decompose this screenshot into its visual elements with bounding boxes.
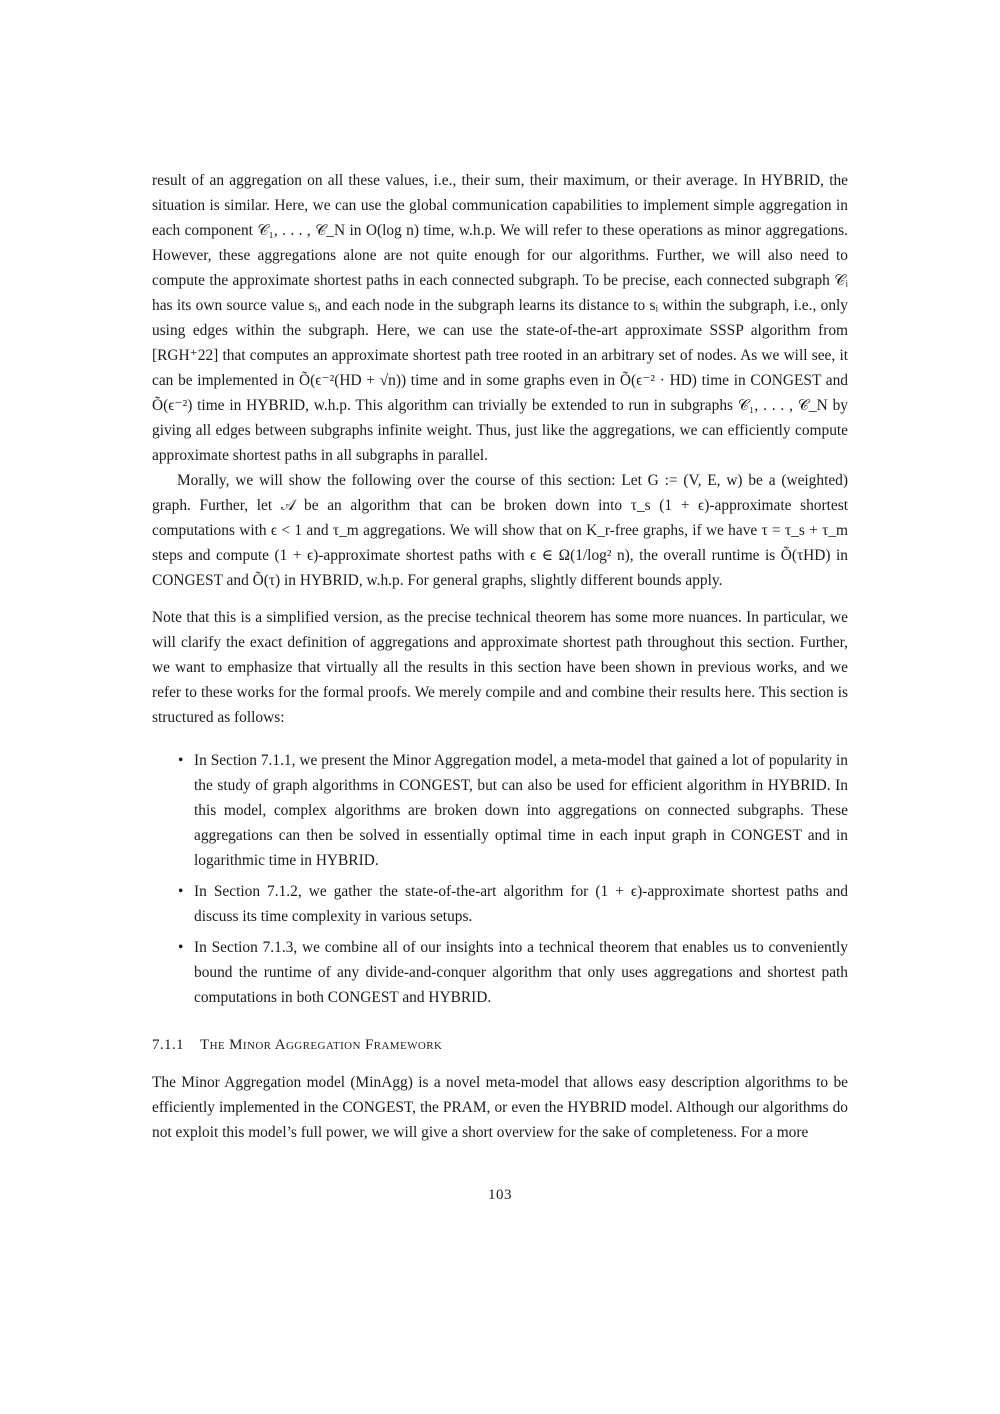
page-number: 103: [488, 1187, 512, 1203]
subsection-heading: [152, 1033, 848, 1058]
paragraph-minagg: The Minor Aggregation model (MinAgg) is a novel meta-model that allows easy description algorithms to be efficiently implemented in the CONGEST, the PRAM, or even the HYBRID model. Although our algorithms do not exploit this model’s full power, we will give a short overview for the sake of completeness. For a more: [152, 1074, 848, 1141]
list-item: • In Section 7.1.1, we present the Minor Aggregation model, a meta-model that gained a lot of popularity in the study of graph algorithms in CONGEST, but can also be used for efficient algorithm in HYBRID. In this model, complex algorithms are broken down into aggregations on connected subgraphs. These aggregations can then be solved in essentially optimal time in each input graph in CONGEST and in logarithmic time in HYBRID.: [194, 748, 848, 873]
list-item: • In Section 7.1.3, we combine all of our insights into a technical theorem that enables us to conveniently bound the runtime of any divide-and-conquer algorithm that only uses aggregations and shortest path computations in both CONGEST and HYBRID.: [194, 935, 848, 1010]
section-outline-list: [152, 748, 848, 1010]
main-text: [152, 168, 848, 1145]
paragraph-aggregation-intro: result of an aggregation on all these values, i.e., their sum, their maximum, or their average. In HYBRID, the situation is similar. Here, we can use the global communication capabilities to implement simple aggregation in each component 𝒞₁, . . . , 𝒞_N in O(log n) time, w.h.p. We will refer to these operations as minor aggregations. However, these aggregations alone are not quite enough for our algorithms. Further, we will also need to compute the approximate shortest paths in each connected subgraph. To be precise, each connected subgraph 𝒞ᵢ has its own source value sᵢ, and each node in the subgraph learns its distance to sᵢ within the subgraph, i.e., only using edges within the subgraph. Here, we can use the state-of-the-art approximate SSSP algorithm from [RGH⁺22] that computes an approximate shortest path tree rooted in an arbitrary set of nodes. As we will see, it can be implemented in Õ(ϵ⁻²(HD + √n)) time and in some graphs even in Õ(ϵ⁻² · HD) time in CONGEST and Õ(ϵ⁻²) time in HYBRID, w.h.p. This algorithm can trivially be extended to run in subgraphs 𝒞₁, . . . , 𝒞_N by giving all edges between subgraphs infinite weight. Thus, just like the aggregations, we can efficiently compute approximate shortest paths in all subgraphs in parallel.: [152, 172, 848, 464]
paragraph-morally: Morally, we will show the following over the course of this section: Let G := (V, E, w) be a (weighted) graph. Further, let 𝒜 be an algorithm that can be broken down into τ_s (1 + ϵ)-approximate shortest computations with ϵ < 1 and τ_m aggregations. We will show that on K_r-free graphs, if we have τ = τ_s + τ_m steps and compute (1 + ϵ)-approximate shortest paths with ϵ ∈ Ω(1/log² n), the overall runtime is Õ(τHD) in CONGEST and Õ(τ) in HYBRID, w.h.p. For general graphs, slightly different bounds apply.: [152, 472, 848, 589]
list-item: • In Section 7.1.2, we gather the state-of-the-art algorithm for (1 + ϵ)-approximate shortest paths and discuss its time complexity in various setups.: [194, 879, 848, 929]
subsection-title: The Minor Aggregation Framework: [200, 1037, 443, 1053]
paragraph-note: Note that this is a simplified version, as the precise technical theorem has some more nuances. In particular, we will clarify the exact definition of aggregations and approximate shortest path throughout this section. Further, we want to emphasize that virtually all the results in this section have been shown in previous works, and we refer to these works for the formal proofs. We merely compile and and combine their results here. This section is structured as follows:: [152, 609, 848, 726]
subsection-number: 7.1.1: [152, 1037, 184, 1053]
